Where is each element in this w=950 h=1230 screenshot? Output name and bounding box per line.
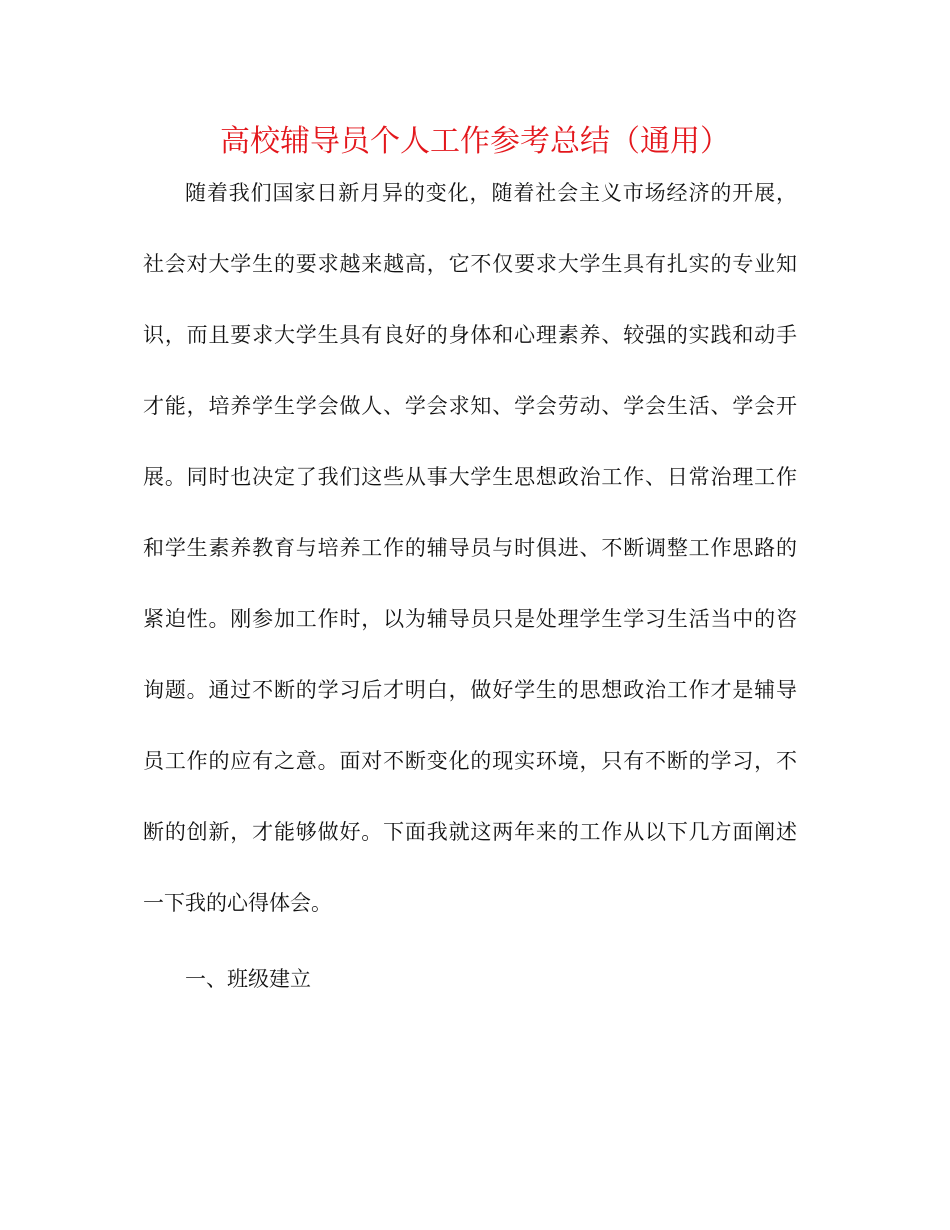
paragraph-line: 紧迫性。刚参加工作时，以为辅导员只是处理学生学习生活当中的咨 xyxy=(143,607,797,631)
paragraph-line: 和学生素养教育与培养工作的辅导员与时俱进、不断调整工作思路的 xyxy=(143,536,797,560)
paragraph-line: 员工作的应有之意。面对不断变化的现实环境，只有不断的学习，不 xyxy=(143,749,797,773)
document-title: 高校辅导员个人工作参考总结（通用） xyxy=(220,124,730,159)
paragraph-line: 社会对大学生的要求越来越高，它不仅要求大学生具有扎实的专业知 xyxy=(143,252,797,276)
paragraph-line: 展。同时也决定了我们这些从事大学生思想政治工作、日常治理工作 xyxy=(143,465,797,489)
paragraph-line: 询题。通过不断的学习后才明白，做好学生的思想政治工作才是辅导 xyxy=(143,678,797,702)
paragraph-line: 一下我的心得体会。 xyxy=(143,891,332,915)
section-heading: 一、班级建立 xyxy=(185,967,311,991)
paragraph-line: 断的创新，才能够做好。下面我就这两年来的工作从以下几方面阐述 xyxy=(143,820,797,844)
paragraph-line: 才能，培养学生学会做人、学会求知、学会劳动、学会生活、学会开 xyxy=(143,394,797,418)
paragraph-line: 随着我们国家日新月异的变化，随着社会主义市场经济的开展， xyxy=(185,181,797,205)
paragraph-line: 识，而且要求大学生具有良好的身体和心理素养、较强的实践和动手 xyxy=(143,323,797,347)
intro-paragraph xyxy=(143,158,797,939)
